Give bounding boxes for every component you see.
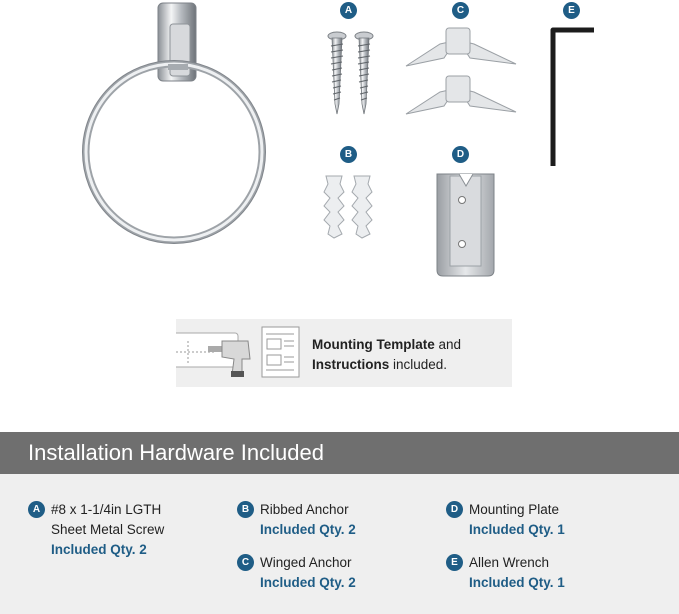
allen-wrench-image	[553, 30, 594, 166]
marker-a-list: A	[28, 501, 45, 518]
drill-template-icon	[176, 319, 306, 387]
hardware-e-qty: Included Qty. 1	[469, 575, 565, 590]
template-bold-instructions: Instructions	[312, 357, 390, 372]
marker-a: A	[340, 2, 357, 19]
hardware-b-text	[260, 500, 356, 540]
ribbed-anchor-image	[324, 176, 372, 238]
hardware-c-text	[260, 553, 356, 593]
hardware-d-line1: Mounting Plate	[469, 502, 560, 517]
marker-c-list: C	[237, 554, 254, 571]
mounting-plate-image	[437, 174, 494, 276]
template-caption	[312, 335, 502, 375]
winged-anchor-image	[406, 28, 516, 114]
hardware-a-line1: #8 x 1-1/4in LGTH	[51, 502, 162, 517]
hardware-b-qty: Included Qty. 2	[260, 522, 356, 537]
template-included: included.	[389, 357, 448, 372]
hardware-d-qty: Included Qty. 1	[469, 522, 565, 537]
template-bold-mounting: Mounting Template	[312, 337, 435, 352]
hardware-e-text	[469, 553, 565, 593]
marker-c: C	[452, 2, 469, 19]
hardware-d-text	[469, 500, 565, 540]
hardware-a-line2: Sheet Metal Screw	[51, 522, 165, 537]
hardware-c-line1: Winged Anchor	[260, 555, 352, 570]
marker-b: B	[340, 146, 357, 163]
template-and: and	[434, 337, 462, 352]
marker-d: D	[452, 146, 469, 163]
hardware-list	[0, 474, 679, 614]
hardware-a-qty: Included Qty. 2	[51, 542, 147, 557]
marker-b-list: B	[237, 501, 254, 518]
hardware-banner	[0, 432, 679, 474]
banner-title: Installation Hardware Included	[28, 440, 324, 465]
marker-e-list: E	[446, 554, 463, 571]
hardware-b-line1: Ribbed Anchor	[260, 502, 349, 517]
marker-d-list: D	[446, 501, 463, 518]
hardware-c-qty: Included Qty. 2	[260, 575, 356, 590]
screw-image	[328, 32, 373, 114]
towel-ring-image	[83, 3, 266, 244]
mounting-template-panel	[176, 319, 512, 387]
hardware-a-text	[51, 500, 164, 560]
hardware-e-line1: Allen Wrench	[469, 555, 550, 570]
marker-e: E	[563, 2, 580, 19]
